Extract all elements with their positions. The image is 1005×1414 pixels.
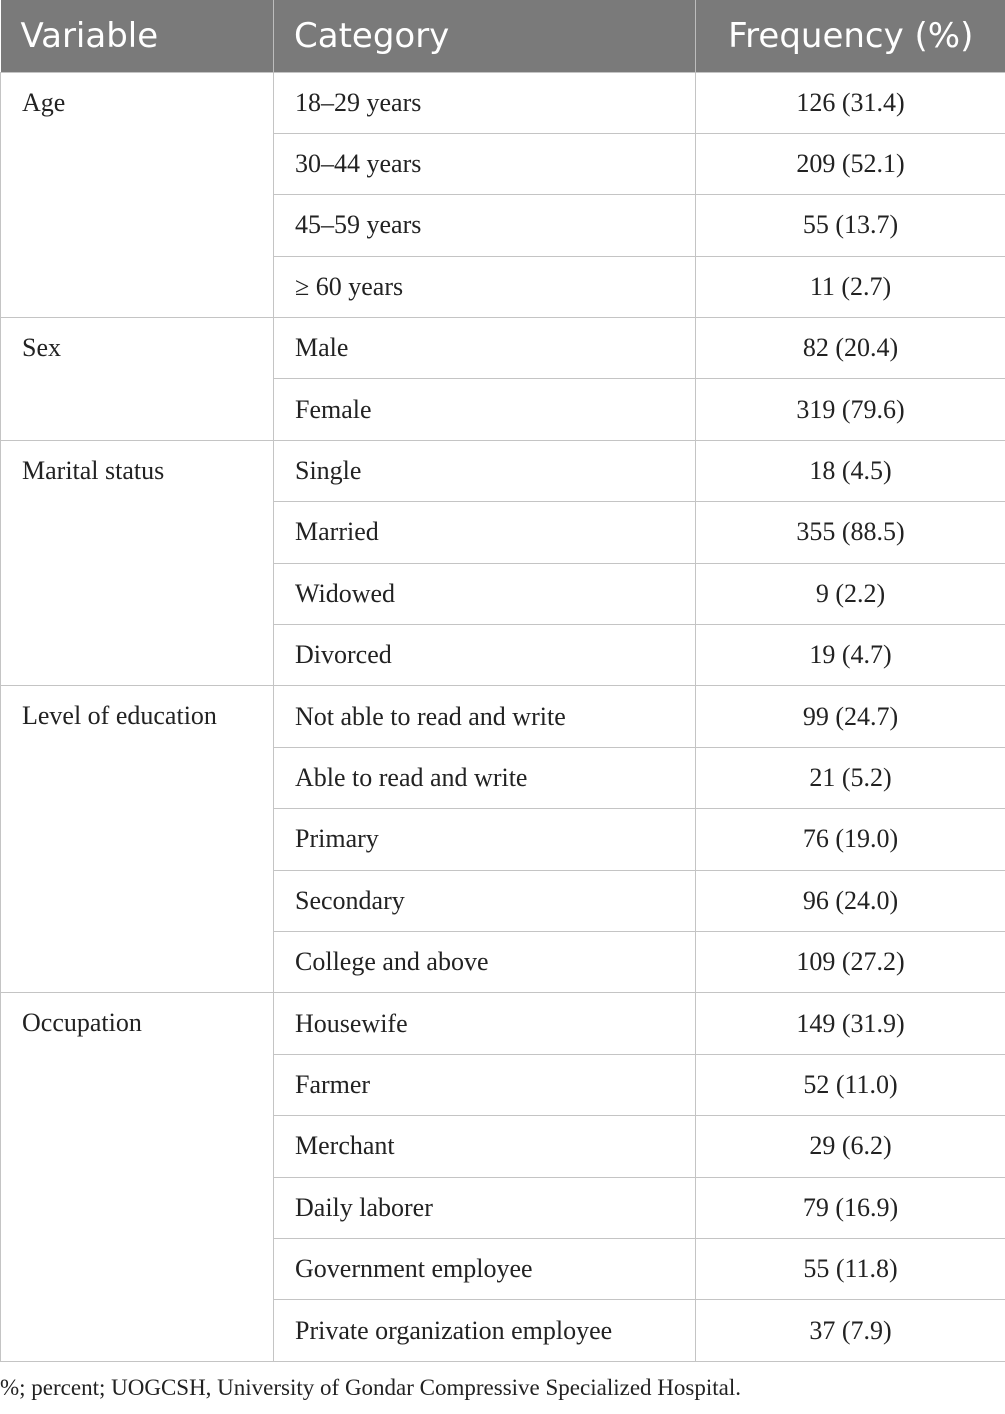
header-category: Category [274, 0, 696, 72]
table-header [1, 0, 1005, 72]
category-cell: 30–44 years [274, 133, 696, 194]
frequency-cell: 79 (16.9) [696, 1177, 1005, 1238]
category-cell: Primary [274, 809, 696, 870]
category-cell: Government employee [274, 1238, 696, 1299]
category-cell: Female [274, 379, 696, 440]
frequency-cell: 99 (24.7) [696, 686, 1005, 747]
header-frequency: Frequency (%) [696, 0, 1005, 72]
frequency-cell: 96 (24.0) [696, 870, 1005, 931]
category-cell: Single [274, 440, 696, 501]
table-row [1, 993, 1005, 1054]
frequency-cell: 18 (4.5) [696, 440, 1005, 501]
frequency-cell: 52 (11.0) [696, 1054, 1005, 1115]
frequency-cell: 9 (2.2) [696, 563, 1005, 624]
category-cell: Daily laborer [274, 1177, 696, 1238]
frequency-cell: 11 (2.7) [696, 256, 1005, 317]
variable-cell: Age [1, 72, 274, 318]
table-row [1, 440, 1005, 501]
category-cell: 18–29 years [274, 72, 696, 133]
frequency-cell: 109 (27.2) [696, 931, 1005, 992]
frequency-cell: 209 (52.1) [696, 133, 1005, 194]
category-cell: Able to read and write [274, 747, 696, 808]
frequency-cell: 126 (31.4) [696, 72, 1005, 133]
category-cell: Married [274, 502, 696, 563]
frequency-cell: 82 (20.4) [696, 318, 1005, 379]
header-row [1, 0, 1005, 72]
variable-cell: Occupation [1, 993, 274, 1361]
category-cell: 45–59 years [274, 195, 696, 256]
category-cell: ≥ 60 years [274, 256, 696, 317]
table-body [1, 72, 1005, 1361]
frequency-cell: 37 (7.9) [696, 1300, 1005, 1361]
table-footnote: %; percent; UOGCSH, University of Gondar Compressive Specialized Hospital. [0, 1375, 741, 1400]
variable-cell: Level of education [1, 686, 274, 993]
category-cell: Private organization employee [274, 1300, 696, 1361]
header-variable: Variable [1, 0, 274, 72]
frequency-cell: 355 (88.5) [696, 502, 1005, 563]
category-cell: Widowed [274, 563, 696, 624]
table-row [1, 72, 1005, 133]
category-cell: Secondary [274, 870, 696, 931]
frequency-cell: 21 (5.2) [696, 747, 1005, 808]
category-cell: Merchant [274, 1116, 696, 1177]
frequency-cell: 19 (4.7) [696, 625, 1005, 686]
category-cell: Not able to read and write [274, 686, 696, 747]
frequency-cell: 319 (79.6) [696, 379, 1005, 440]
category-cell: Divorced [274, 625, 696, 686]
category-cell: Farmer [274, 1054, 696, 1115]
table-row [1, 686, 1005, 747]
frequency-cell: 29 (6.2) [696, 1116, 1005, 1177]
variable-cell: Sex [1, 318, 274, 441]
category-cell: College and above [274, 931, 696, 992]
frequency-cell: 149 (31.9) [696, 993, 1005, 1054]
frequency-cell: 76 (19.0) [696, 809, 1005, 870]
frequency-cell: 55 (11.8) [696, 1238, 1005, 1299]
variable-cell: Marital status [1, 440, 274, 686]
table-row [1, 318, 1005, 379]
category-cell: Housewife [274, 993, 696, 1054]
category-cell: Male [274, 318, 696, 379]
frequency-cell: 55 (13.7) [696, 195, 1005, 256]
